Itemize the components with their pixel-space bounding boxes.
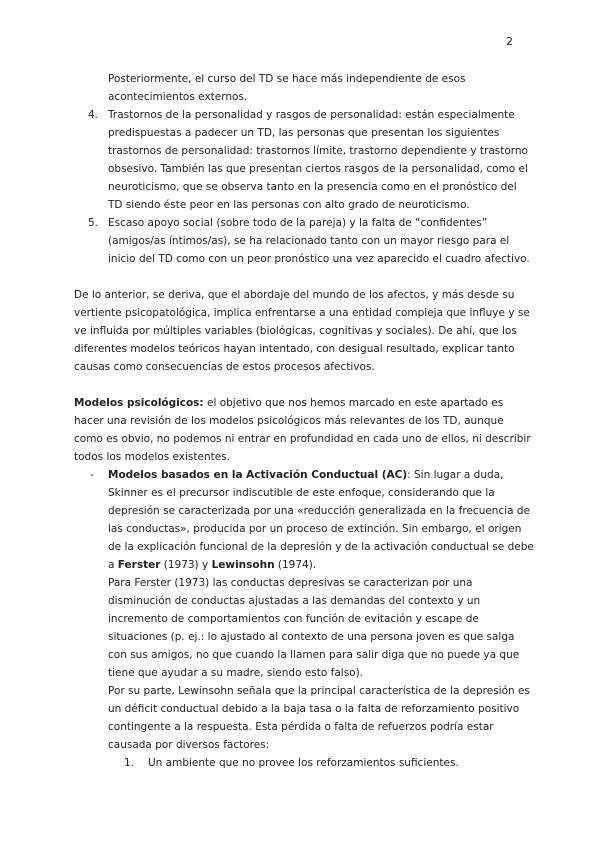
ac-model-text-1: : Sin lugar a duda, Skinner es el precursor indiscutible de este enfoque, considerando que la depresión se caracterizada por una «reducción generalizada en la frecuencia de las conductas», producida por un proceso de extinción. Sin embargo, el origen de la explicación funcional de la depresión y de la activación conductual se debe a	[108, 469, 534, 571]
ferster-name: Ferster	[117, 559, 161, 571]
paragraph-affects: De lo anterior, se deriva, que el abordaje del mundo de los afectos, y más desde su vertiente psicopatológica, implica enfrentarse a una entidad compleja que influye y se ve influida por múltiples variables (biológicas, cognitivas y sociales). De ahí, que los diferentes modelos teóricos hayan intentado, con desigual resultado, explicar tanto causas como consecuencias de estos procesos afectivos.	[74, 289, 530, 373]
list-item	[74, 214, 534, 268]
page-content	[74, 70, 534, 772]
ferster-paragraph: Para Ferster (1973) las conductas depresivas se caracterizan por una disminución de conductas ajustadas a las demandas del contexto y un incremento de comportamientos con función de evitación y escape de situaciones (p. ej.: lo ajustado al contexto de una persona joven es que salga con sus amigos, no que cuando la llamen para salir diga que no puede ya que tiene que ayudar a su madre, siendo esto falso).	[108, 577, 520, 679]
factor-item	[74, 754, 534, 772]
intro-continuation: Posteriormente, el curso del TD se hace más independiente de esos acontecimientos externos.	[108, 73, 466, 103]
ac-model-intro	[108, 466, 534, 574]
ac-model-text-3: (1974).	[274, 559, 317, 571]
ac-model-text-2: (1973) y	[160, 559, 212, 571]
lewinsohn-paragraph: Por su parte, Lewinsohn señala que la principal característica de la depresión es un déficit conductual debido a la baja tasa o la falta de reforzamiento positivo contingente a la respuesta. Esta pérdida o falta de refuerzos podría estar causada por diversos factores:	[108, 685, 530, 751]
ac-model-item	[74, 466, 534, 754]
page-number: 2	[506, 35, 513, 48]
list-item-text: Escaso apoyo social (sobre todo de la pareja) y la falta de “confidentes” (amigos/as íntimos/as), se ha relacionado tanto con un mayor riesgo para el inicio del TD como con un peor pronóstico una vez aparecido el cuadro afectivo.	[108, 217, 530, 265]
models-heading: Modelos psicológicos:	[74, 397, 204, 409]
factor-text: Un ambiente que no provee los reforzamientos suficientes.	[148, 757, 459, 769]
dash-marker: -	[90, 469, 94, 481]
list-marker: 4.	[88, 109, 99, 121]
factor-marker: 1.	[124, 757, 135, 769]
ac-model-title: Modelos basados en la Activación Conductual (AC)	[108, 469, 408, 481]
paragraph-models	[74, 394, 534, 466]
list-marker: 5.	[88, 217, 99, 229]
lewinsohn-name: Lewinsohn	[211, 559, 275, 571]
list-item	[74, 106, 534, 214]
list-item-text: Trastornos de la personalidad y rasgos de personalidad: están especialmente predispuestas a padecer un TD, las personas que presentan los siguientes trastornos de personalidad: trastornos límite, trastorno dependiente y trastorno obsesivo. También las que presentan ciertos rasgos de la personalidad, como el neuroticismo, que se observa tanto en la presencia como en el pronóstico del TD siendo éste peor en las personas con alto grado de neuroticismo.	[108, 109, 528, 211]
models-text: el objetivo que nos hemos marcado en este apartado es hacer una revisión de los modelos psicológicos más relevantes de los TD, aunque como es obvio, no podemos ni entrar en profundidad en cada uno de ellos, ni describir todos los modelos existentes.	[74, 397, 531, 463]
